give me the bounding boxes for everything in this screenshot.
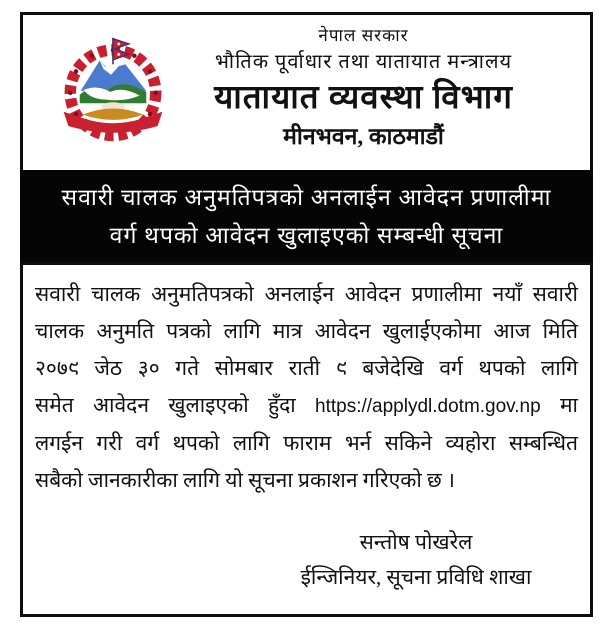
signature-block (282, 526, 550, 596)
body-line-4-prefix: समेत आवेदन खुलाइएको हुँदा (35, 393, 296, 417)
body-line-4-suffix: मा (560, 393, 578, 417)
notice-title-banner (20, 170, 593, 262)
notice-body (20, 262, 593, 617)
department-address: मीनभवन, काठमाडौं (283, 124, 444, 149)
body-line-2: चालक अनुमति पत्रको लागि मात्र आवेदन खुलाईएकोमा आज मिति (35, 319, 578, 343)
notice-title-line2: वर्ग थपको आवेदन खुलाइएको सम्बन्धी सूचना (109, 223, 504, 248)
letterhead-text (151, 15, 576, 154)
ministry-name: भौतिक पूर्वाधार तथा यातायात मन्त्रालय (214, 51, 513, 73)
signatory-title: ईन्जिनियर, सूचना प्रविधि शाखा (300, 565, 532, 589)
grain-base (83, 108, 144, 119)
government-name: नेपाल सरकार (318, 26, 409, 45)
nepal-government-emblem (56, 32, 170, 146)
notice-title-line1: सवारी चालक अनुमतिपत्रको अनलाईन आवेदन प्रणालीमा (61, 185, 552, 210)
application-url: https://applydl.dotm.gov.np (315, 396, 541, 417)
notice-document (20, 12, 593, 617)
signatory-name: सन्तोष पोखरेल (359, 530, 473, 554)
flag-sun (117, 53, 120, 56)
flag-moon (117, 42, 120, 45)
body-line-6: सबैको जानकारीका लागि यो सूचना प्रकाशन गरिएको छ । (35, 468, 455, 492)
body-line-1: सवारी चालक अनुमतिपत्रको अनलाईन आवेदन प्रणालीमा नयाँ सवारी (35, 282, 578, 306)
body-line-3: २०७९ जेठ ३० गते सोमबार राती ९ बजेदेखि वर्ग थपको लागि (35, 356, 578, 380)
body-line-5: लगईन गरी वर्ग थपको लागि फाराम भर्न सकिने व्यहोरा सम्बन्धित (35, 431, 578, 455)
letterhead (20, 12, 593, 170)
department-name: यातायात व्यवस्था विभाग (214, 80, 513, 116)
emblem-svg (56, 32, 170, 146)
body-line-4 (35, 387, 578, 425)
